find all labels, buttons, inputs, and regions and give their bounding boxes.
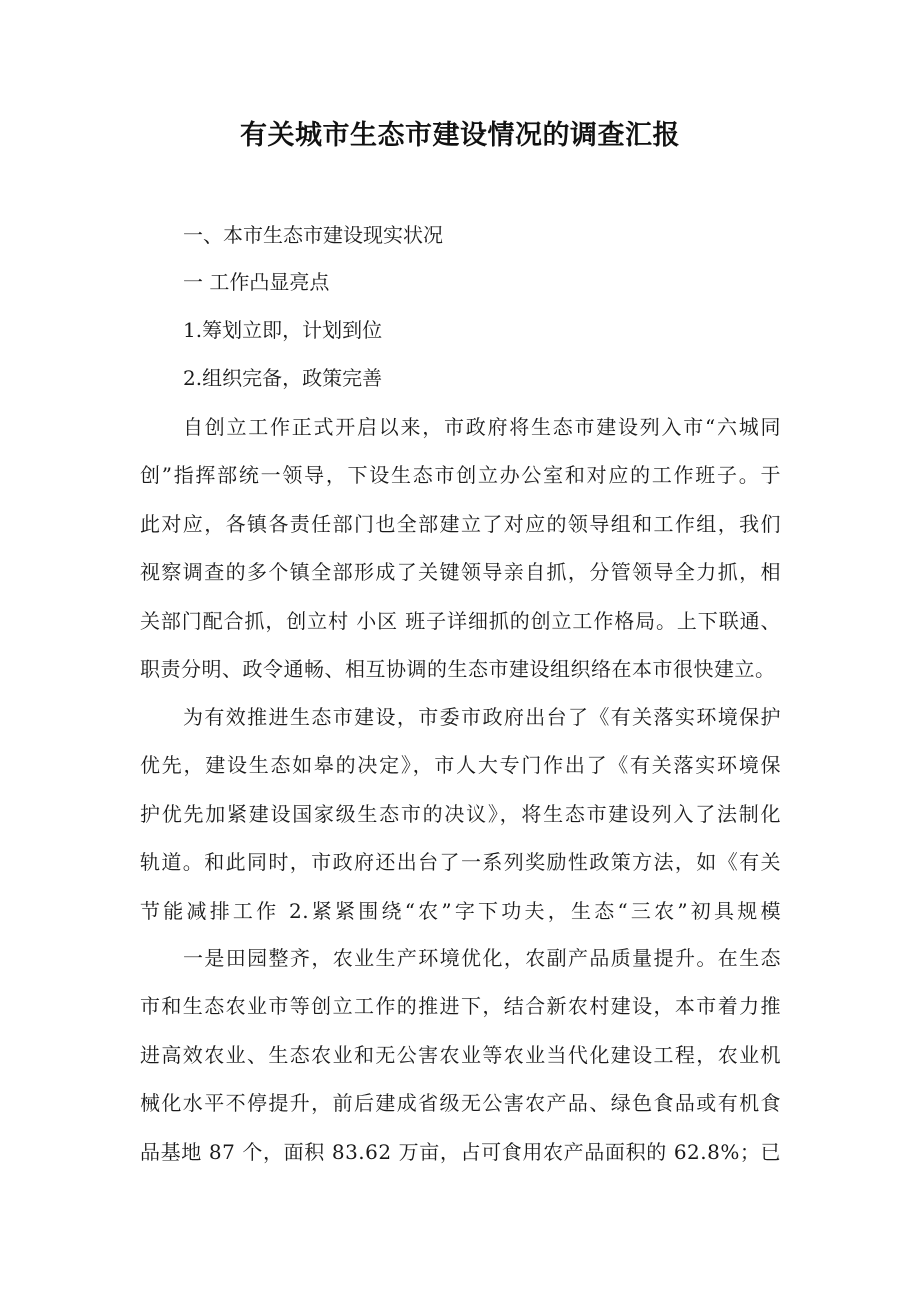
paragraph-line: 一是田园整齐，农业生产环境优化，农副产品质量提升。在生态 xyxy=(183,946,781,970)
paragraph-line: 节能减排工作 2.紧紧围绕“农”字下功夫，生态“三农”初具规模 xyxy=(140,898,781,923)
paragraph-policy xyxy=(140,693,781,935)
paragraph-line: 为有效推进生态市建设，市委市政府出台了《有关落实环境保护 xyxy=(183,705,781,729)
section-heading-3: 1.筹划立即，计划到位 xyxy=(183,318,383,342)
section-heading-4: 2.组织完备，政策完善 xyxy=(183,366,383,390)
section-heading-2: 一 工作凸显亮点 xyxy=(183,270,330,294)
paragraph-line: 自创立工作正式开启以来，市政府将生态市建设列入市“六城同 xyxy=(183,415,781,439)
paragraph-line: 市和生态农业市等创立工作的推进下，结合新农村建设，本市着力推 xyxy=(140,994,781,1019)
paragraph-line: 品基地 87 个，面积 83.62 万亩，占可食用农产品面积的 62.8%；已 xyxy=(140,1139,781,1164)
paragraph-line: 轨道。和此同时，市政府还出台了一系列奖励性政策方法，如《有关 xyxy=(140,850,781,875)
paragraph-line: 械化水平不停提升，前后建成省级无公害农产品、绿色食品或有机食 xyxy=(140,1091,781,1116)
paragraph-line: 关部门配合抓，创立村 小区 班子详细抓的创立工作格局。上下联通、 xyxy=(140,608,781,633)
paragraph-line: 进高效农业、生态农业和无公害农业等农业当代化建设工程，农业机 xyxy=(140,1042,781,1067)
paragraph-organization xyxy=(140,403,781,693)
paragraph-line: 创”指挥部统一领导，下设生态市创立办公室和对应的工作班子。于 xyxy=(140,463,781,488)
document-title: 有关城市生态市建设情况的调查汇报 xyxy=(240,120,680,151)
paragraph-line: 职责分明、政令通畅、相互协调的生态市建设组织络在本市很快建立。 xyxy=(140,657,776,682)
paragraph-agriculture xyxy=(140,934,781,1176)
paragraph-line: 护优先加紧建设国家级生态市的决议》，将生态市建设列入了法制化 xyxy=(140,801,781,826)
paragraph-line: 此对应，各镇各责任部门也全部建立了对应的领导组和工作组，我们 xyxy=(140,511,781,536)
section-heading-1: 一、本市生态市建设现实状况 xyxy=(183,223,443,247)
paragraph-line: 优先，建设生态如皋的决定》，市人大专门作出了《有关落实环境保 xyxy=(140,753,781,778)
paragraph-line: 视察调查的多个镇全部形成了关键领导亲自抓，分管领导全力抓，相 xyxy=(140,560,781,585)
